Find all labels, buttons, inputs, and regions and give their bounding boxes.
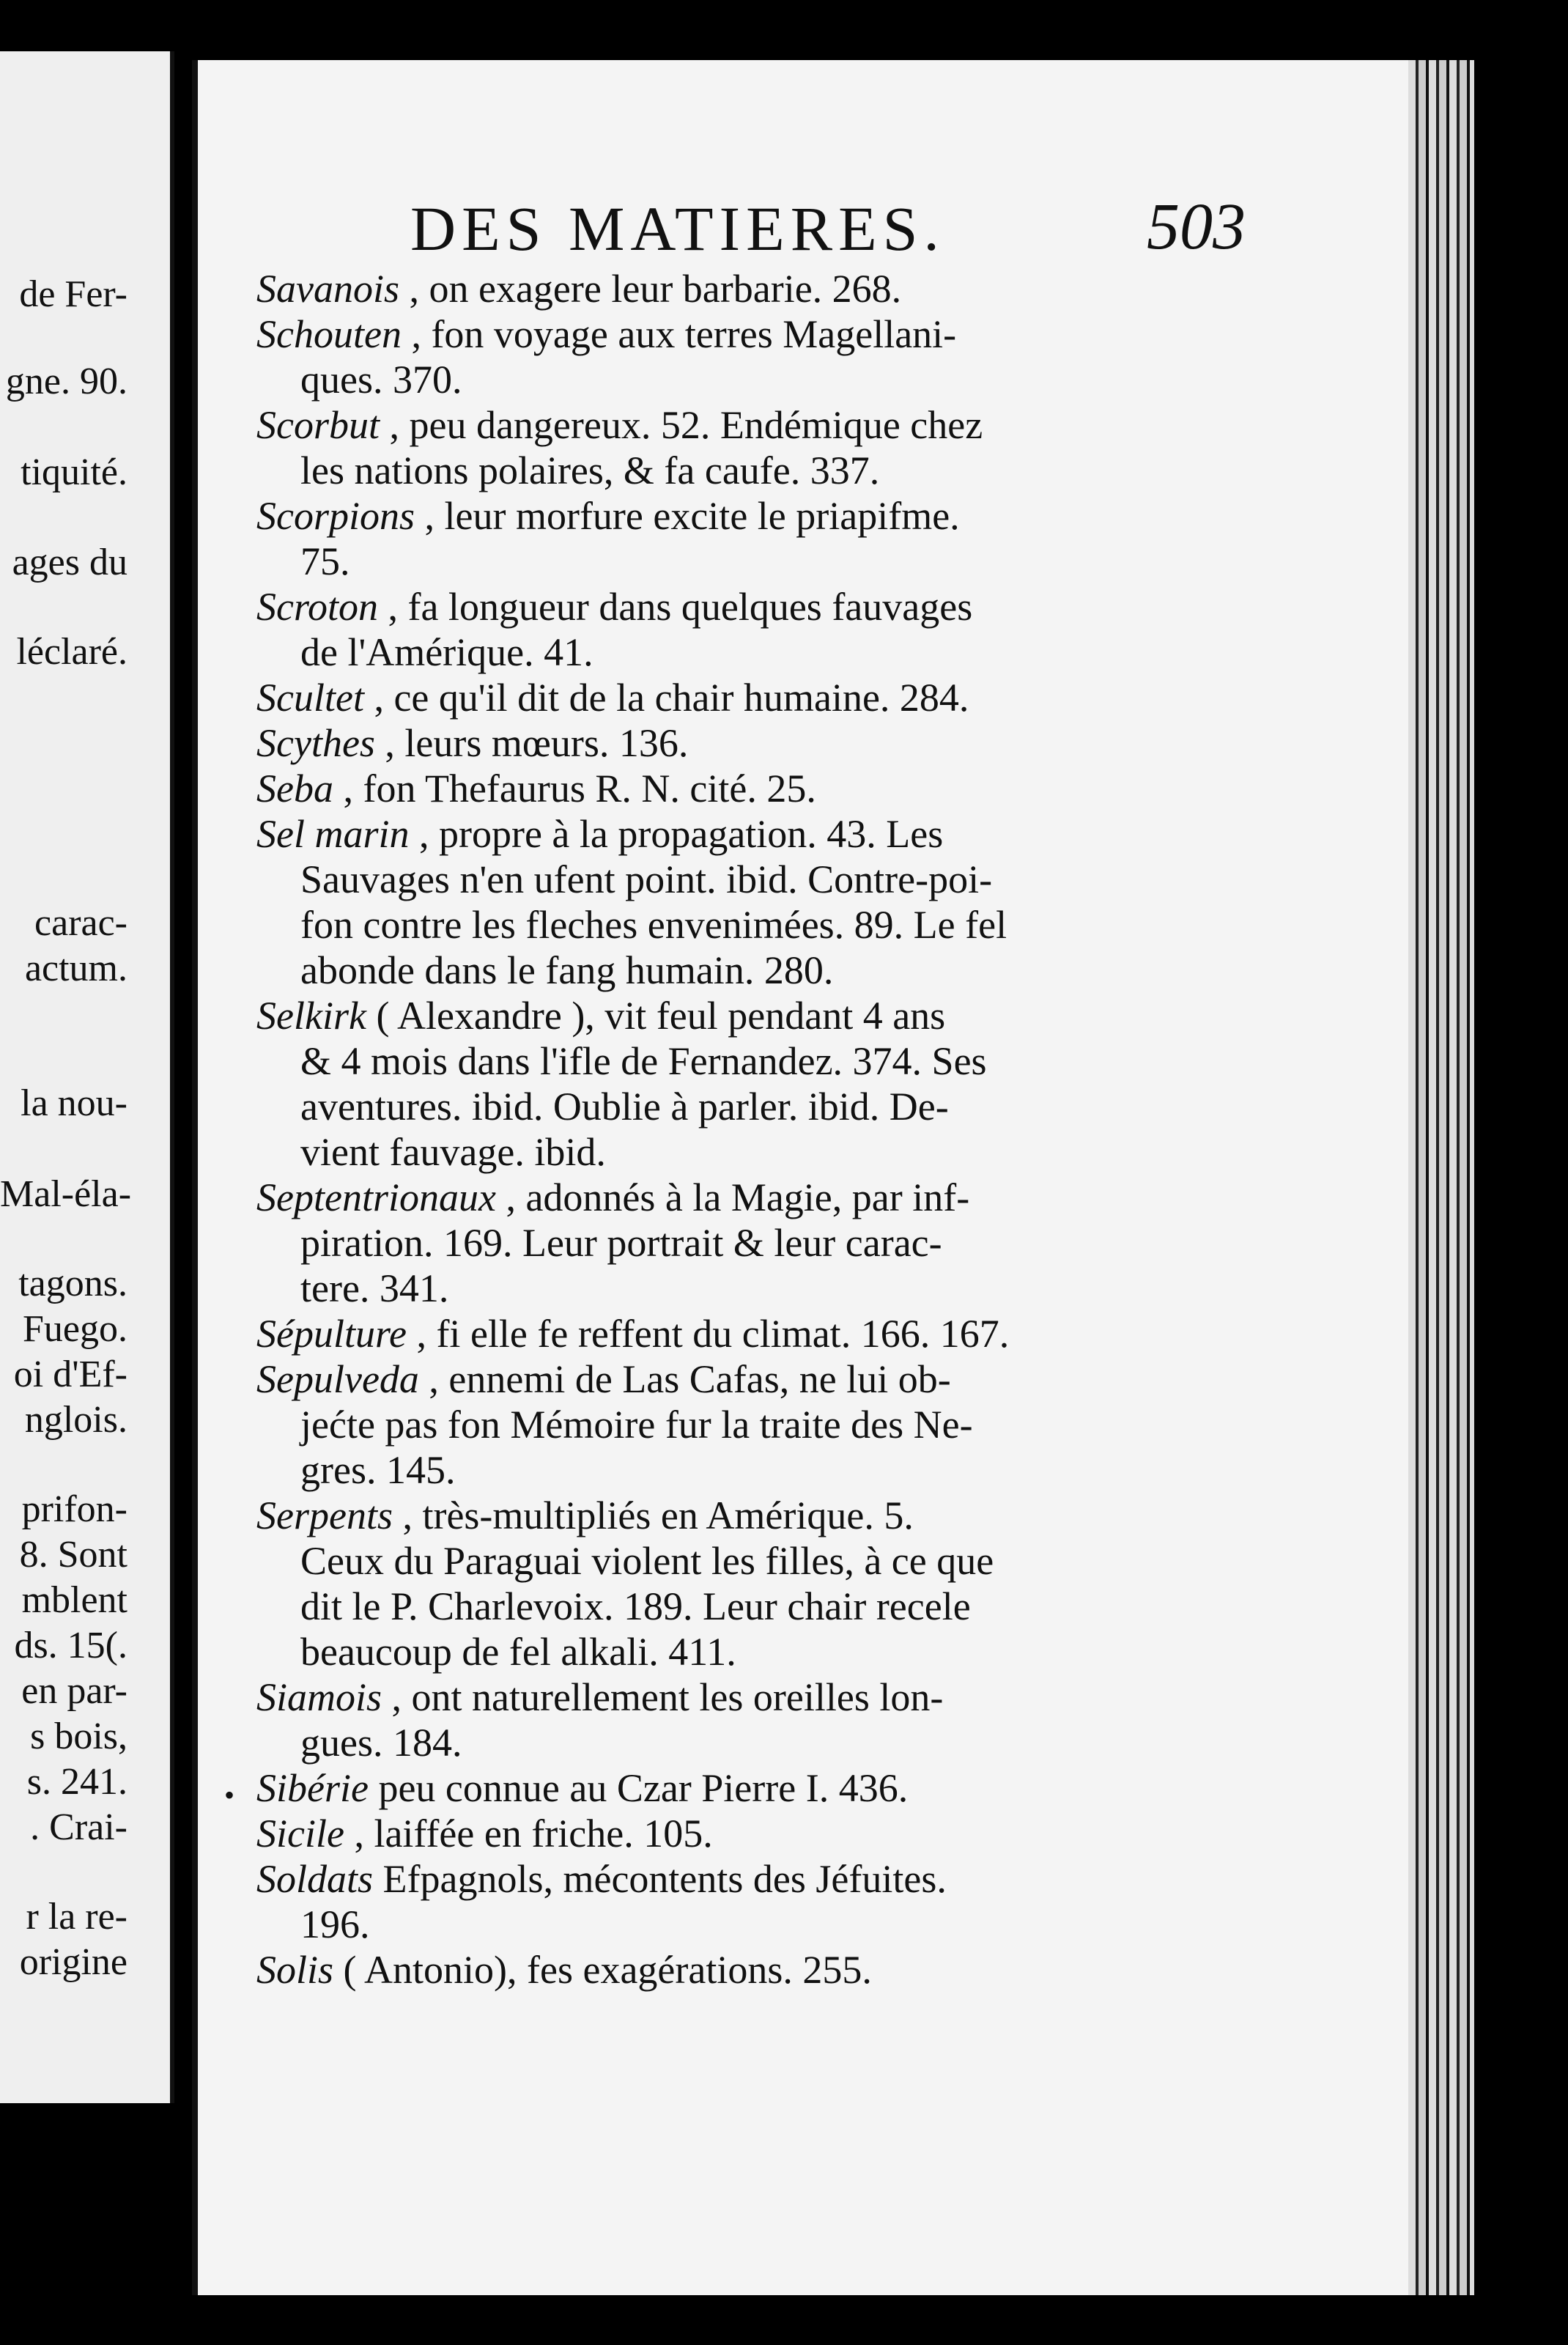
left-line: gne. 90. <box>5 361 127 402</box>
index-entry <box>256 1310 1128 1357</box>
entry-keyword: Sibérie <box>256 1766 369 1810</box>
entry-text: Sauvages n'en ufent point. ibid. Contre-poi- <box>300 857 993 901</box>
index-entry-continuation <box>300 1583 1128 1630</box>
entry-text: , on exagere leur barbarie. 268. <box>409 267 902 311</box>
entry-text: , fi elle fe reffent du climat. 166. 167. <box>416 1312 1010 1356</box>
entry-keyword: Schouten <box>256 312 402 356</box>
page-header <box>410 192 1246 273</box>
index-entry <box>256 1674 1128 1721</box>
entry-text: , adonnés à la Magie, par inf- <box>506 1175 970 1219</box>
index-entry-continuation <box>300 1401 1128 1448</box>
entry-text: ques. 370. <box>300 358 462 402</box>
entry-keyword: Sépulture <box>256 1312 407 1356</box>
entry-text: tere. 341. <box>300 1266 449 1310</box>
left-line: tiquité. <box>21 451 127 493</box>
margin-mark: • <box>224 1779 235 1812</box>
index-entry-continuation <box>300 1901 1128 1948</box>
entry-keyword: Serpents <box>256 1493 393 1537</box>
left-line: en par- <box>21 1670 127 1712</box>
entry-text: de l'Amérique. 41. <box>300 630 593 674</box>
index-entry <box>256 992 1128 1039</box>
entry-text: , ennemi de Las Cafas, ne lui ob- <box>429 1357 951 1401</box>
left-line: carac- <box>34 902 127 944</box>
left-line: de Fer- <box>19 273 127 315</box>
entry-keyword: Sepulveda <box>256 1357 419 1401</box>
entry-keyword: Scorpions <box>256 494 415 538</box>
entry-text: , propre à la propagation. 43. Les <box>419 812 944 856</box>
index-entry-continuation <box>300 1219 1128 1266</box>
left-line: prifon- <box>21 1488 127 1530</box>
entry-text: , laiffée en friche. 105. <box>354 1812 713 1855</box>
entry-text: beaucoup de fel alkali. 411. <box>300 1630 736 1674</box>
left-line: Fuego. <box>23 1308 127 1350</box>
entry-text: , très-multipliés en Amérique. 5. <box>402 1493 914 1537</box>
left-page <box>0 51 174 2103</box>
entry-text: 196. <box>300 1902 370 1946</box>
left-line: r la re- <box>26 1896 127 1938</box>
entry-text: jećte pas fon Mémoire fur la traite des Ne- <box>300 1403 973 1447</box>
entry-text: gues. 184. <box>300 1721 462 1765</box>
entry-keyword: Septentrionaux <box>256 1175 496 1219</box>
index-entry-continuation <box>300 1129 1128 1175</box>
index-entry-continuation <box>300 447 1128 494</box>
page-edges <box>1408 60 1474 2295</box>
index-entry-continuation <box>300 356 1128 403</box>
index-entry-continuation <box>300 1038 1128 1085</box>
index-entry-continuation <box>300 629 1128 676</box>
page-number: 503 <box>1147 191 1246 263</box>
index-entry <box>256 492 1128 539</box>
entry-text: vient fauvage. ibid. <box>300 1130 606 1174</box>
entry-text: , fa longueur dans quelques fauvages <box>388 585 973 629</box>
entry-text: fon contre les fleches envenimées. 89. Le fel <box>300 903 1007 947</box>
index-entry-continuation <box>300 856 1128 903</box>
index-entry <box>256 583 1128 630</box>
entry-text: Ceux du Paraguai violent les filles, à ce que <box>300 1539 994 1583</box>
entry-keyword: Seba <box>256 767 333 810</box>
left-line: actum. <box>24 948 127 989</box>
index-entry-continuation <box>300 901 1128 948</box>
index-entry <box>256 1946 1128 1993</box>
entry-keyword: Scroton <box>256 585 378 629</box>
index-entry <box>256 674 1128 721</box>
entry-text: peu connue au Czar Pierre I. 436. <box>378 1766 909 1810</box>
entry-text: , ont naturellement les oreilles lon- <box>391 1675 944 1719</box>
entry-keyword: Solis <box>256 1948 334 1992</box>
left-line: nglois. <box>24 1399 127 1441</box>
entry-keyword: Savanois <box>256 267 399 311</box>
left-line: s. 241. <box>26 1761 127 1803</box>
index-entry <box>256 810 1128 857</box>
entry-text: ( Alexandre ), vit feul pendant 4 ans <box>376 994 946 1038</box>
entry-text: 75. <box>300 539 350 583</box>
index-entry-continuation <box>300 947 1128 994</box>
index-entry <box>256 720 1128 767</box>
left-line: . Crai- <box>30 1806 127 1848</box>
entry-keyword: Sel marin <box>256 812 410 856</box>
running-title: DES MATIERES. <box>410 193 945 264</box>
index-entry <box>256 1855 1128 1902</box>
entry-text: les nations polaires, & fa caufe. 337. <box>300 448 880 492</box>
left-line: mblent <box>21 1579 127 1621</box>
left-line: origine <box>19 1941 127 1983</box>
index-entry <box>256 1765 1128 1812</box>
entry-text: , peu dangereux. 52. Endémique chez <box>389 403 983 447</box>
entry-keyword: Scorbut <box>256 403 380 447</box>
index-entry <box>256 311 1128 358</box>
entry-text: , leur morfure excite le priapifme. <box>424 494 960 538</box>
entry-keyword: Scultet <box>256 676 364 720</box>
entry-text: dit le P. Charlevoix. 189. Leur chair recele <box>300 1584 971 1628</box>
index-entry <box>256 1492 1128 1539</box>
left-line: la nou- <box>21 1082 127 1124</box>
entry-keyword: Selkirk <box>256 994 366 1038</box>
entry-text: Efpagnols, mécontents des Jéfuites. <box>382 1857 947 1901</box>
index-entry <box>256 1356 1128 1403</box>
entry-text: , fon voyage aux terres Magellani- <box>411 312 957 356</box>
left-line: Mal-éla- <box>0 1173 132 1215</box>
index-entry <box>256 265 1128 312</box>
entry-text: gres. 145. <box>300 1448 456 1492</box>
entry-text: , ce qu'il dit de la chair humaine. 284. <box>374 676 969 720</box>
entry-text: aventures. ibid. Oublie à parler. ibid. De- <box>300 1085 949 1129</box>
index-entry-continuation <box>300 1719 1128 1766</box>
index-entry-continuation <box>300 1265 1128 1312</box>
entry-text: ( Antonio), fes exagérations. 255. <box>343 1948 872 1992</box>
entry-keyword: Scythes <box>256 721 375 765</box>
entry-keyword: Sicile <box>256 1812 344 1855</box>
left-line: oi d'Ef- <box>13 1354 127 1395</box>
entry-text: , fon Thefaurus R. N. cité. 25. <box>343 767 816 810</box>
index-entry-continuation <box>300 1083 1128 1130</box>
left-line: tagons. <box>18 1263 127 1304</box>
index-entry-continuation <box>300 1628 1128 1675</box>
entry-keyword: Soldats <box>256 1857 374 1901</box>
left-line: s bois, <box>30 1716 127 1757</box>
index-entry <box>256 1174 1128 1221</box>
left-line: 8. Sont <box>19 1534 127 1576</box>
entry-text: piration. 169. Leur portrait & leur carac- <box>300 1221 942 1265</box>
index-entry-continuation <box>300 538 1128 585</box>
entry-text: abonde dans le fang humain. 280. <box>300 948 834 992</box>
index-entry-continuation <box>300 1447 1128 1493</box>
entry-keyword: Siamois <box>256 1675 382 1719</box>
entry-text: & 4 mois dans l'ifle de Fernandez. 374. Ses <box>300 1039 987 1083</box>
left-line: léclaré. <box>16 631 127 673</box>
left-line: ages du <box>12 542 127 583</box>
index-entry <box>256 1810 1128 1857</box>
index-entry-continuation <box>300 1537 1128 1584</box>
left-line: ds. 15(. <box>14 1625 127 1666</box>
index-entry <box>256 765 1128 812</box>
index-entry <box>256 402 1128 448</box>
entry-text: , leurs mœurs. 136. <box>385 721 689 765</box>
